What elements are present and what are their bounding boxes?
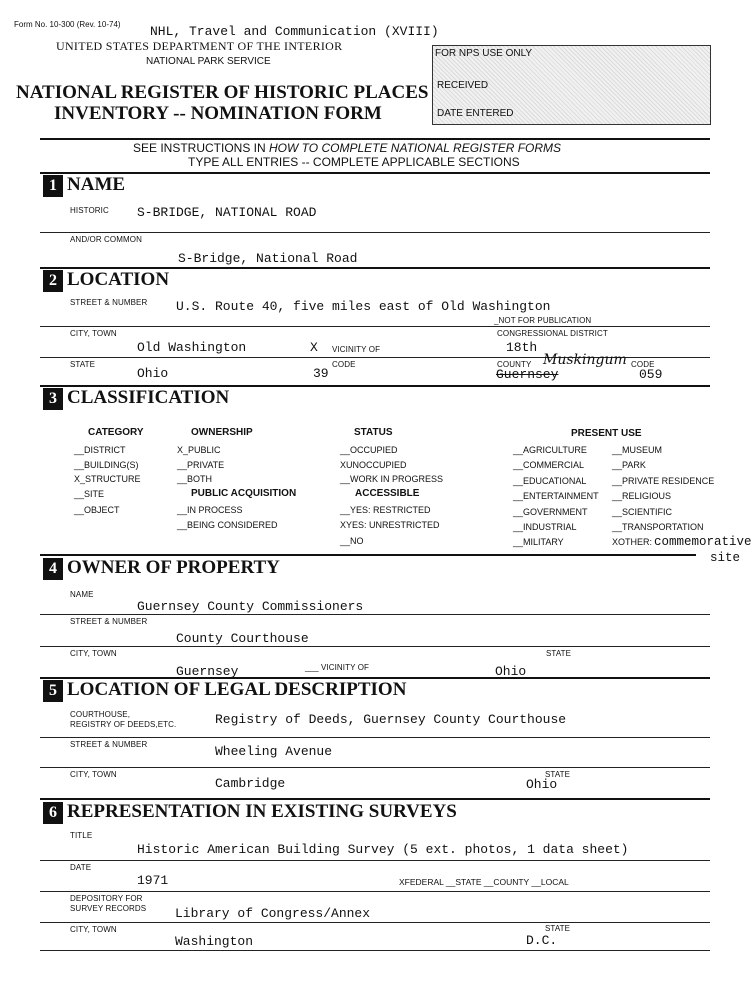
divider (40, 614, 710, 615)
divider (40, 554, 696, 556)
owner-vicinity: ___ VICINITY OF (305, 663, 370, 672)
city-value: Old Washington (137, 340, 247, 355)
accessible-heading: ACCESSIBLE (355, 488, 420, 499)
county-code: 059 (639, 367, 663, 382)
category-heading: CATEGORY (88, 427, 144, 438)
owner-city: Guernsey (176, 664, 239, 679)
not-for-publication: _NOT FOR PUBLICATION (494, 316, 592, 325)
section-3-number: 3 (43, 388, 63, 410)
courthouse-label-2: REGISTRY OF DEEDS,ETC. (70, 720, 177, 729)
use-option: __ENTERTAINMENT (513, 491, 599, 501)
department: UNITED STATES DEPARTMENT OF THE INTERIOR (56, 39, 343, 53)
category-option: __SITE (74, 489, 105, 499)
form-number: Form No. 10-300 (Rev. 10-74) (14, 20, 121, 29)
use-other-label: XOTHER: (612, 537, 653, 547)
survey-date: 1971 (137, 873, 169, 888)
divider (40, 950, 710, 951)
instructions-line1 (133, 141, 561, 155)
form-title-line2: INVENTORY -- NOMINATION FORM (54, 103, 382, 124)
legal-street-label: STREET & NUMBER (70, 740, 148, 749)
use-option: __AGRICULTURE (513, 445, 587, 455)
acquisition-option: __IN PROCESS (177, 505, 243, 515)
congressional-value: 18th (506, 340, 538, 355)
ownership-option: X_PUBLIC (177, 445, 221, 455)
owner-name: Guernsey County Commissioners (137, 599, 364, 614)
date-entered-label: DATE ENTERED (437, 108, 514, 119)
owner-name-label: NAME (70, 590, 94, 599)
status-heading: STATUS (354, 427, 393, 438)
depository-label-1: DEPOSITORY FOR (70, 894, 143, 903)
category-option: __BUILDING(S) (74, 460, 139, 470)
use-other-value-cont: site (710, 551, 741, 565)
accessible-option: __YES: RESTRICTED (340, 505, 431, 515)
instructions-title: HOW TO COMPLETE NATIONAL REGISTER FORMS (269, 141, 562, 155)
nps-use-box (432, 45, 711, 125)
divider (40, 798, 710, 800)
divider (40, 172, 710, 174)
survey-levels: XFEDERAL __STATE __COUNTY __LOCAL (399, 877, 569, 887)
nps-use-only-label: FOR NPS USE ONLY (435, 48, 533, 59)
section-1-number: 1 (43, 175, 63, 197)
instructions-line2: TYPE ALL ENTRIES -- COMPLETE APPLICABLE SECTIONS (188, 155, 520, 169)
present-use-heading: PRESENT USE (571, 428, 642, 439)
owner-city-label: CITY, TOWN (70, 649, 117, 658)
category-option: __OBJECT (74, 505, 120, 515)
divider (40, 922, 710, 923)
use-option: __RELIGIOUS (612, 491, 672, 501)
vicinity-mark: X (310, 340, 318, 355)
section-5-title: LOCATION OF LEGAL DESCRIPTION (67, 679, 407, 700)
owner-street-label: STREET & NUMBER (70, 617, 148, 626)
section-6-title: REPRESENTATION IN EXISTING SURVEYS (67, 801, 457, 822)
use-option: __PARK (612, 460, 646, 470)
owner-street: County Courthouse (176, 631, 309, 646)
section-2-title: LOCATION (67, 269, 170, 290)
accessible-option: XYES: UNRESTRICTED (340, 520, 440, 530)
use-option: __PRIVATE RESIDENCE (612, 476, 715, 486)
owner-state: Ohio (495, 664, 527, 679)
owner-state-label: STATE (546, 649, 572, 658)
street-label: STREET & NUMBER (70, 298, 148, 307)
historic-label: HISTORIC (70, 206, 109, 215)
typed-form-title: NHL, Travel and Communication (XVIII) (150, 24, 439, 39)
divider (40, 646, 710, 647)
form-title-line1: NATIONAL REGISTER OF HISTORIC PLACES (16, 82, 429, 103)
survey-date-label: DATE (70, 863, 92, 872)
use-option: __MILITARY (513, 537, 564, 547)
status-option: __OCCUPIED (340, 445, 398, 455)
state-code-label: CODE (332, 360, 356, 369)
state-value: Ohio (137, 366, 169, 381)
use-option: __COMMERCIAL (513, 460, 585, 470)
common-name: S-Bridge, National Road (178, 251, 358, 266)
section-6-number: 6 (43, 802, 63, 824)
ownership-option: __PRIVATE (177, 460, 225, 470)
use-other-value: commemorative (654, 535, 752, 549)
section-3-title: CLASSIFICATION (67, 387, 230, 408)
common-label: AND/OR COMMON (70, 235, 142, 244)
section-5-number: 5 (43, 680, 63, 702)
ownership-option: __BOTH (177, 474, 213, 484)
status-option: XUNOCCUPIED (340, 460, 407, 470)
accessible-option: __NO (340, 536, 364, 546)
status-option: __WORK IN PROGRESS (340, 474, 444, 484)
use-option: __MUSEUM (612, 445, 663, 455)
depository-state: D.C. (526, 933, 558, 948)
divider (40, 767, 710, 768)
use-option: __EDUCATIONAL (513, 476, 587, 486)
city-label: CITY, TOWN (70, 329, 117, 338)
depository-state-label: STATE (545, 924, 571, 933)
category-option: X_STRUCTURE (74, 474, 141, 484)
legal-street: Wheeling Avenue (215, 744, 333, 759)
street-value: U.S. Route 40, five miles east of Old Washington (176, 299, 551, 314)
county-handwritten: Muskingum (543, 352, 627, 368)
acquisition-option: __BEING CONSIDERED (177, 520, 278, 530)
county-struck: Guernsey (496, 367, 559, 382)
use-option: __TRANSPORTATION (612, 522, 704, 532)
legal-state: Ohio (526, 777, 558, 792)
section-2-number: 2 (43, 270, 63, 292)
acquisition-heading: PUBLIC ACQUISITION (191, 488, 297, 499)
survey-title: Historic American Building Survey (5 ext. photos, 1 data sheet) (137, 842, 629, 857)
section-4-number: 4 (43, 558, 63, 580)
depository-city: Washington (175, 934, 254, 949)
divider (40, 860, 710, 861)
depository-label-2: SURVEY RECORDS (70, 904, 147, 913)
use-option: __GOVERNMENT (513, 507, 588, 517)
state-code: 39 (313, 366, 329, 381)
divider (40, 891, 710, 892)
courthouse-value: Registry of Deeds, Guernsey County Courthouse (215, 712, 567, 727)
state-label: STATE (70, 360, 96, 369)
depository-city-label: CITY, TOWN (70, 925, 117, 934)
courthouse-label-1: COURTHOUSE, (70, 710, 131, 719)
ownership-heading: OWNERSHIP (191, 427, 253, 438)
divider (40, 138, 710, 140)
county-code-label: CODE (631, 360, 655, 369)
survey-title-label: TITLE (70, 831, 93, 840)
use-option: __INDUSTRIAL (513, 522, 577, 532)
vicinity-label: VICINITY OF (332, 345, 381, 354)
divider (40, 326, 710, 327)
section-1-title: NAME (67, 174, 126, 195)
historic-name: S-BRIDGE, NATIONAL ROAD (137, 205, 317, 220)
divider (40, 737, 710, 738)
category-option: __DISTRICT (74, 445, 126, 455)
legal-state-label: STATE (545, 770, 571, 779)
divider (40, 232, 710, 233)
legal-city-label: CITY, TOWN (70, 770, 117, 779)
use-option: __SCIENTIFIC (612, 507, 673, 517)
section-4-title: OWNER OF PROPERTY (67, 557, 280, 578)
service: NATIONAL PARK SERVICE (146, 56, 271, 67)
legal-city: Cambridge (215, 776, 286, 791)
instructions-prefix: SEE INSTRUCTIONS IN (133, 141, 270, 155)
county-label: COUNTY (497, 360, 532, 369)
congressional-label: CONGRESSIONAL DISTRICT (497, 329, 608, 338)
received-label: RECEIVED (437, 80, 489, 91)
depository-value: Library of Congress/Annex (175, 906, 371, 921)
